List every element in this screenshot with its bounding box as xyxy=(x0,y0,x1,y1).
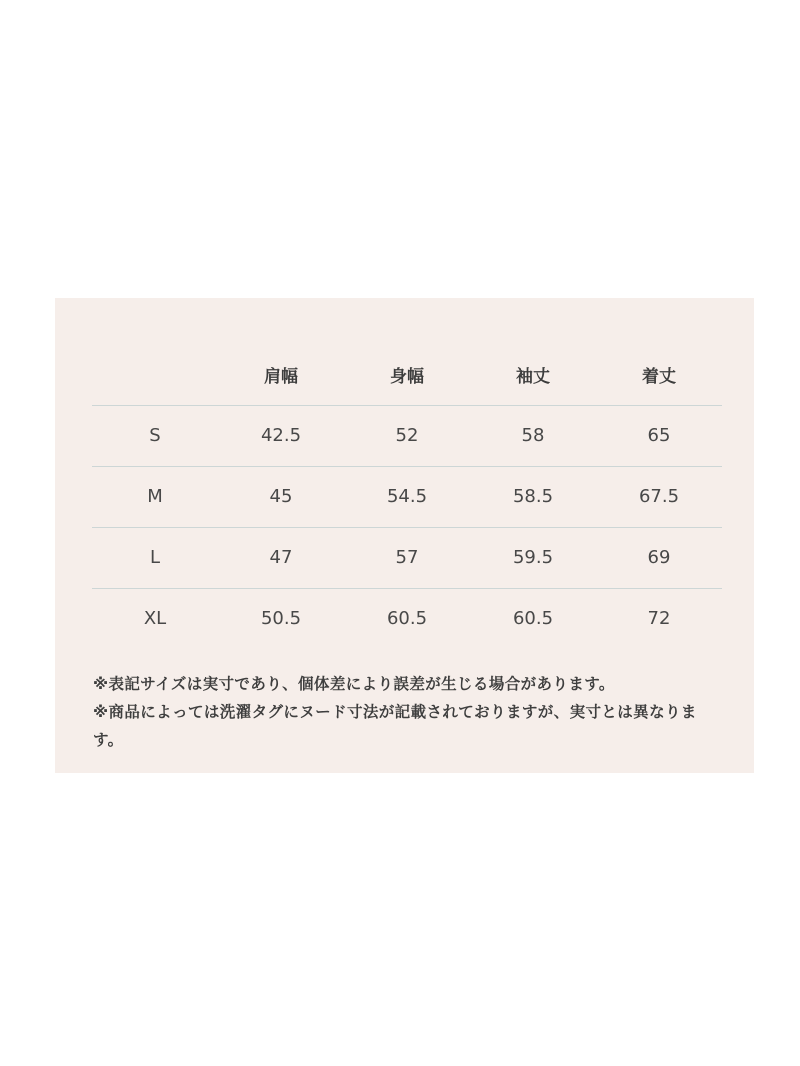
note-nude-size-tag: ※商品によっては洗濯タグにヌード寸法が記載されておりますが、実寸とは異なります。 xyxy=(93,703,697,749)
table-cell: 72 xyxy=(596,588,722,649)
size-label: XL xyxy=(92,588,218,649)
table-cell: 54.5 xyxy=(344,466,470,527)
table-cell: 42.5 xyxy=(218,405,344,466)
table-cell: 47 xyxy=(218,527,344,588)
size-chart-panel xyxy=(55,298,754,773)
table-cell: 52 xyxy=(344,405,470,466)
header-total-length: 着丈 xyxy=(642,367,676,387)
table-cell: 58 xyxy=(470,405,596,466)
size-notes xyxy=(93,670,723,754)
table-cell: 60.5 xyxy=(470,588,596,649)
header-body-width: 身幅 xyxy=(390,367,424,387)
table-row xyxy=(92,466,722,527)
table-cell: 58.5 xyxy=(470,466,596,527)
note-measurement-variance: ※表記サイズは実寸であり、個体差により誤差が生じる場合があります。 xyxy=(93,675,615,693)
table-header-row xyxy=(92,342,722,405)
table-row xyxy=(92,588,722,649)
table-cell: 50.5 xyxy=(218,588,344,649)
size-table xyxy=(92,342,722,649)
header-corner xyxy=(92,342,218,405)
header-sleeve-length: 袖丈 xyxy=(516,367,550,387)
table-cell: 57 xyxy=(344,527,470,588)
table-cell: 67.5 xyxy=(596,466,722,527)
table-cell: 65 xyxy=(596,405,722,466)
table-cell: 69 xyxy=(596,527,722,588)
table-cell: 45 xyxy=(218,466,344,527)
size-label: S xyxy=(92,405,218,466)
table-row xyxy=(92,527,722,588)
size-label: L xyxy=(92,527,218,588)
header-shoulder-width: 肩幅 xyxy=(264,367,298,387)
table-cell: 59.5 xyxy=(470,527,596,588)
table-row xyxy=(92,405,722,466)
table-cell: 60.5 xyxy=(344,588,470,649)
size-label: M xyxy=(92,466,218,527)
